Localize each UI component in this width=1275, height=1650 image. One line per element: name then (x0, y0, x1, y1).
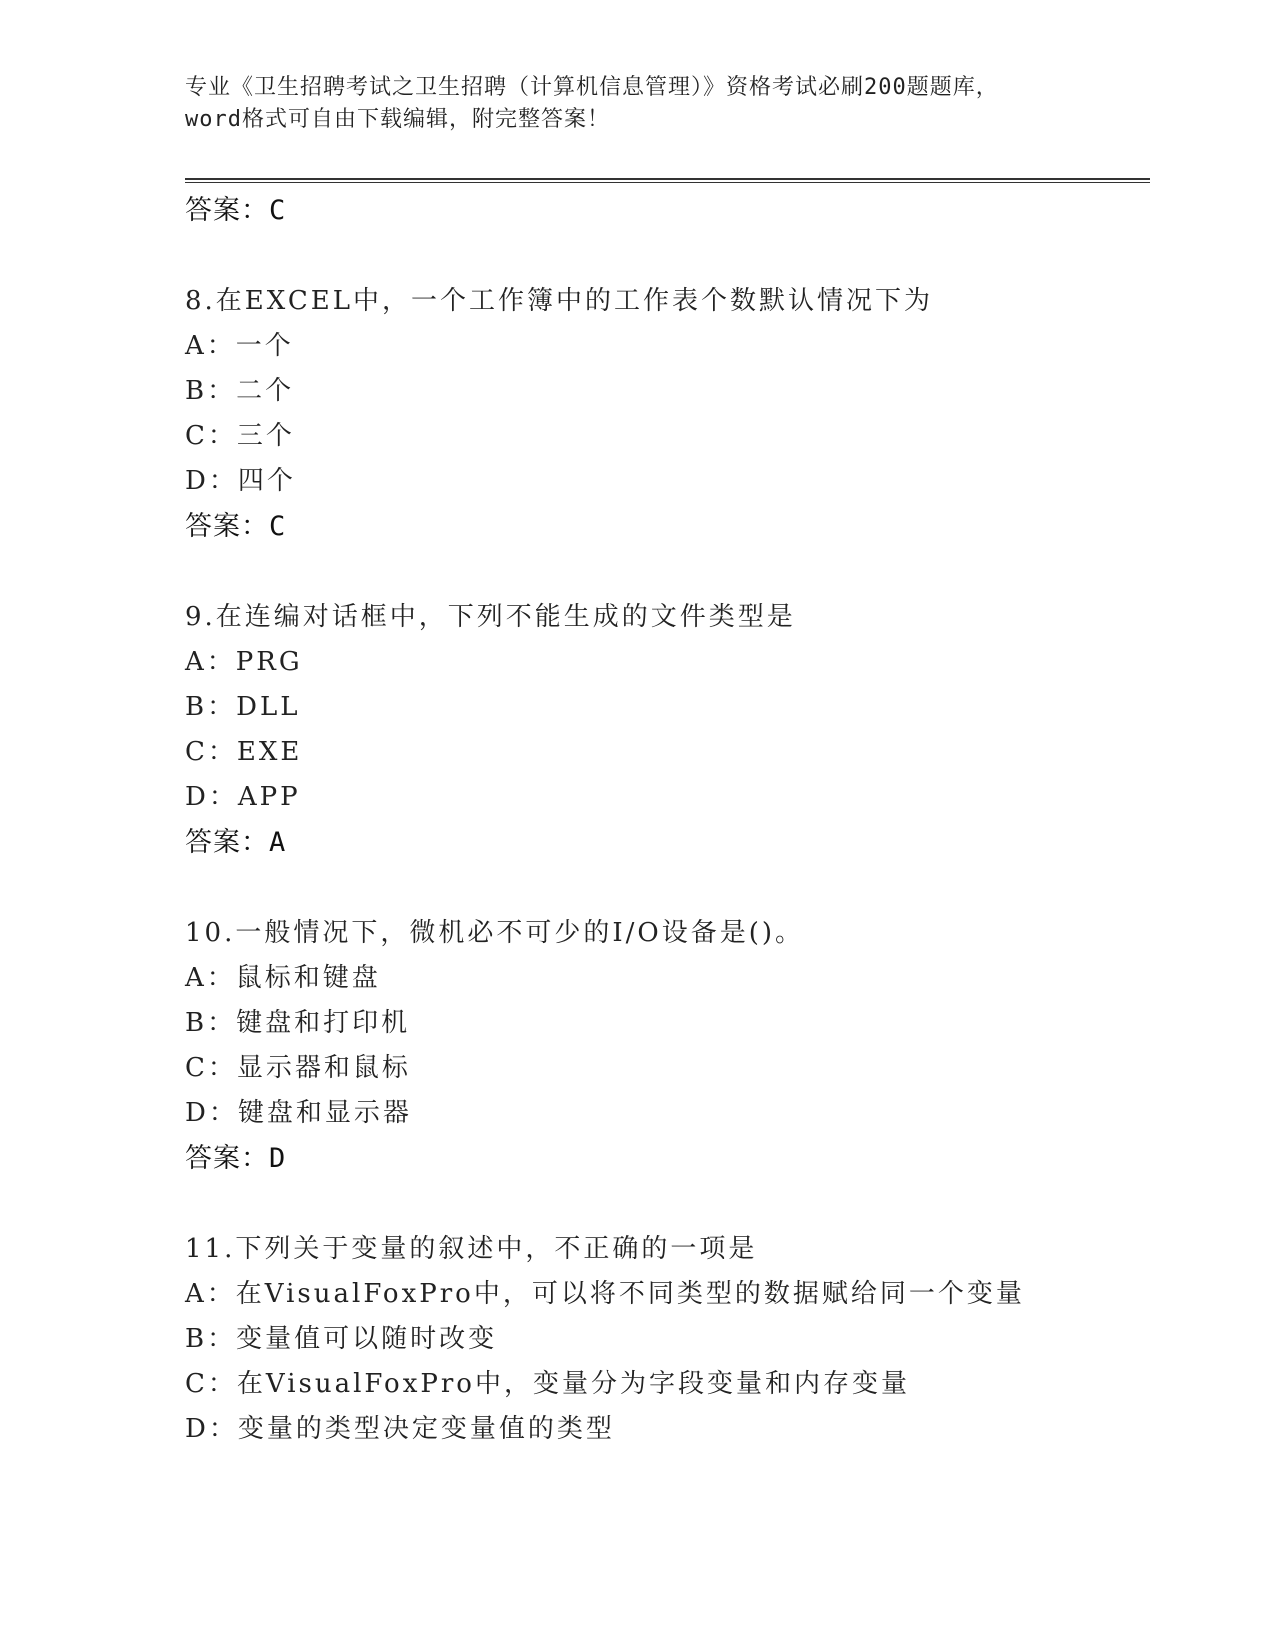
answer-line: 答案：D (185, 1143, 287, 1174)
option-d: D：四个 (185, 466, 296, 496)
option-a: A：在VisualFoxPro中，可以将不同类型的数据赋给同一个变量 (185, 1279, 1025, 1309)
option-b: B：变量值可以随时改变 (185, 1324, 498, 1354)
header-line-2: word格式可自由下载编辑，附完整答案！ (185, 107, 610, 132)
option-d: D：APP (185, 782, 301, 812)
option-b: B：二个 (185, 376, 295, 406)
question-item (185, 910, 1150, 1182)
option-c: C：EXE (185, 737, 303, 767)
option-b: B：键盘和打印机 (185, 1008, 411, 1038)
option-c: C：显示器和鼠标 (185, 1053, 411, 1083)
question-text: 10.一般情况下，微机必不可少的I/O设备是()。 (185, 918, 804, 948)
answer-line: 答案：C (185, 195, 287, 226)
option-d: D：键盘和显示器 (185, 1098, 412, 1128)
question-item (185, 278, 1150, 550)
answer-line: 答案：A (185, 827, 287, 858)
option-c: C：在VisualFoxPro中，变量分为字段变量和内存变量 (185, 1369, 910, 1399)
option-a: A：PRG (185, 647, 303, 677)
question-text: 9.在连编对话框中，下列不能生成的文件类型是 (185, 602, 796, 632)
header-divider (185, 178, 1150, 183)
question-item (185, 1226, 1150, 1452)
document-header (185, 72, 1085, 136)
option-a: A：一个 (185, 331, 294, 361)
option-b: B：DLL (185, 692, 301, 722)
answer-line: 答案：C (185, 511, 287, 542)
question-item (185, 594, 1150, 866)
option-a: A：鼠标和键盘 (185, 963, 381, 993)
option-d: D：变量的类型决定变量值的类型 (185, 1414, 615, 1444)
question-text: 11.下列关于变量的叙述中，不正确的一项是 (185, 1234, 758, 1264)
header-line-1: 专业《卫生招聘考试之卫生招聘（计算机信息管理）》资格考试必刷200题题库， (185, 75, 999, 100)
question-list (185, 188, 1150, 1452)
question-text: 8.在EXCEL中，一个工作簿中的工作表个数默认情况下为 (185, 286, 933, 316)
option-c: C：三个 (185, 421, 295, 451)
